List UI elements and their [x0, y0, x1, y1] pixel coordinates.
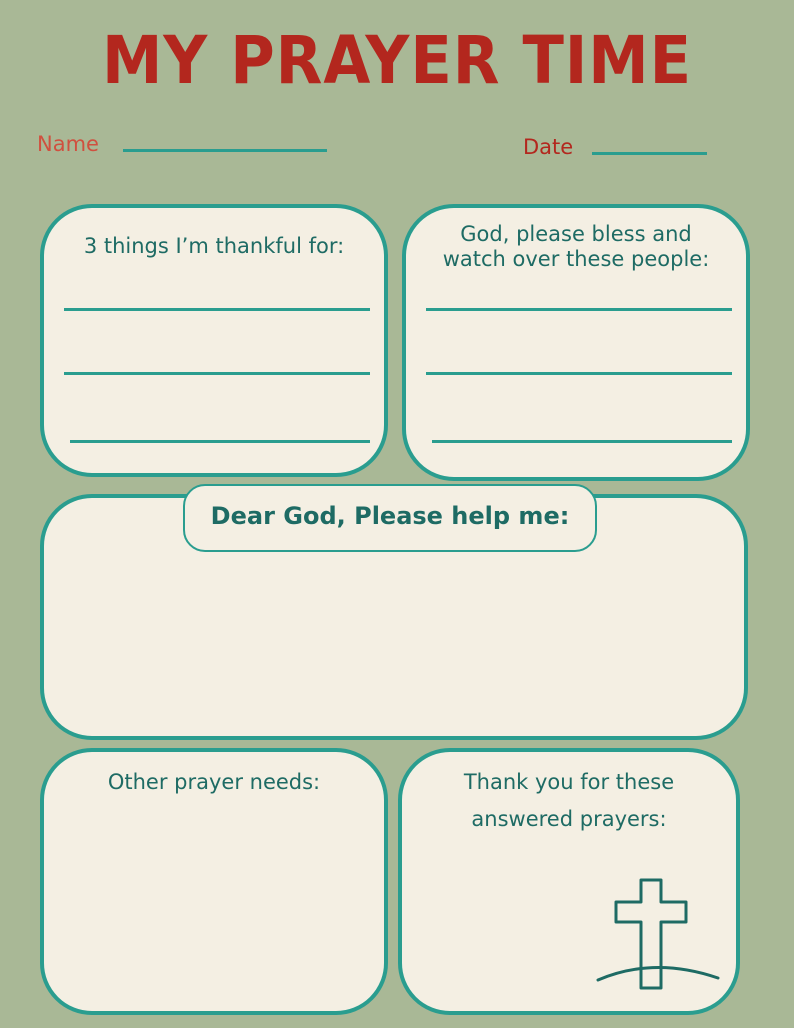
bless-line-1[interactable] — [426, 308, 732, 311]
thankful-line-1[interactable] — [64, 308, 370, 311]
thankful-line-3[interactable] — [70, 440, 370, 443]
cross-on-hill-icon — [594, 874, 724, 994]
answered-box[interactable] — [398, 748, 740, 1015]
thankful-heading: 3 things I’m thankful for: — [83, 234, 345, 258]
bless-heading-line-2: watch over these people: — [442, 247, 710, 271]
other-needs-box[interactable] — [40, 748, 388, 1015]
thankful-line-2[interactable] — [64, 372, 370, 375]
page-title: MY PRAYER TIME — [101, 22, 693, 99]
answered-heading-line-2: answered prayers: — [471, 807, 667, 831]
bless-heading-line-1: God, please bless and — [460, 222, 692, 246]
name-field[interactable] — [123, 149, 327, 152]
bless-box — [402, 204, 750, 481]
name-label: Name — [37, 132, 99, 156]
thankful-box — [40, 204, 388, 477]
answered-heading-line-1: Thank you for these — [463, 770, 675, 794]
bless-line-2[interactable] — [426, 372, 732, 375]
bless-line-3[interactable] — [432, 440, 732, 443]
other-needs-heading: Other prayer needs: — [107, 770, 321, 794]
date-field[interactable] — [592, 152, 707, 155]
help-heading: Dear God, Please help me: — [183, 484, 597, 552]
date-label: Date — [523, 135, 574, 159]
